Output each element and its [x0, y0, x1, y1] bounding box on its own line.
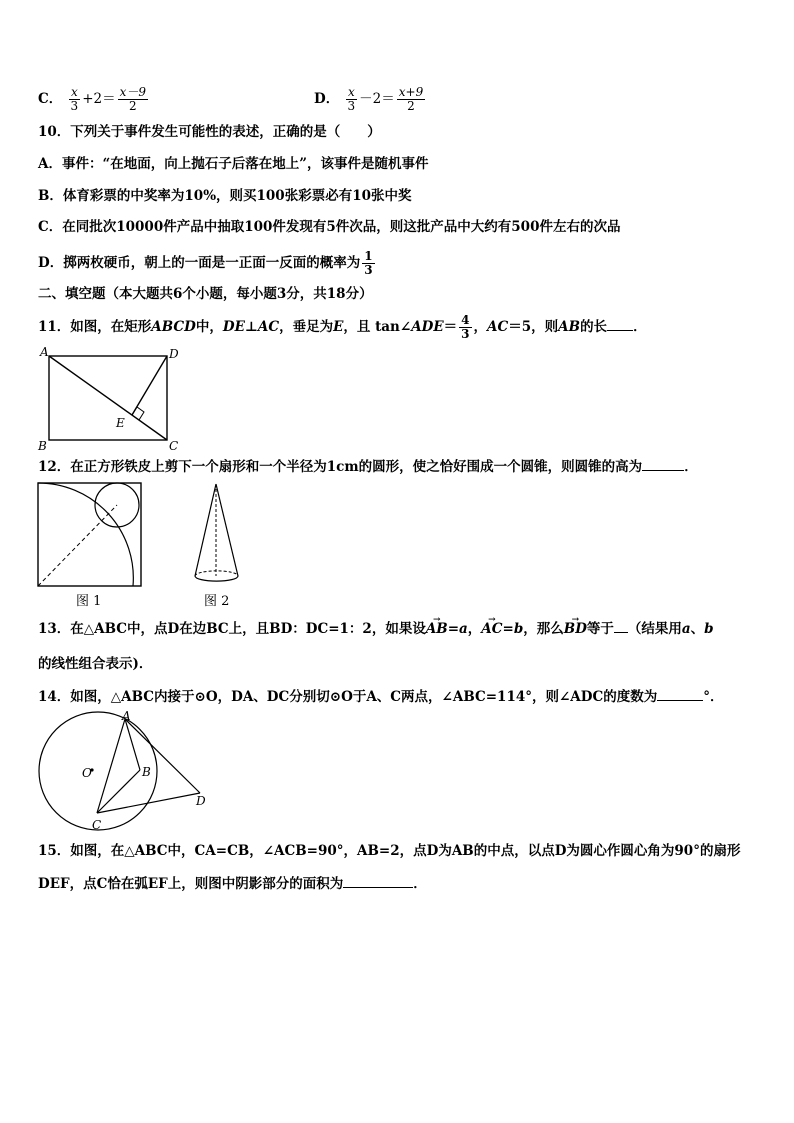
label-B: B	[38, 439, 47, 453]
square-sector-figure	[36, 481, 146, 587]
label-C: C	[169, 439, 179, 453]
fraction: $\frac{x}{3}$	[347, 85, 356, 113]
option-10d: D．掷两枚硬币，朝上的一面是一正面一反面的概率为 $\frac{1}{3}$	[38, 249, 373, 277]
answer-blank[interactable]	[607, 316, 633, 331]
rectangle-figure	[36, 344, 196, 454]
fraction: $\frac{x+9}{2}$	[398, 85, 424, 113]
label-C: C	[92, 818, 102, 831]
label-O: O	[82, 766, 92, 780]
question-12: 12．在正方形铁皮上剪下一个扇形和一个半径为1cm的圆形，使之恰好围成一个圆锥，则圆锥的高为 ．	[38, 456, 698, 477]
question-13-line2: 的线性组合表示)．	[38, 656, 153, 672]
label-B: B	[142, 765, 151, 779]
answer-blank[interactable]	[657, 686, 703, 701]
fraction: $\frac{4}{3}$	[461, 313, 470, 341]
option-10c: C．在同批次10000件产品中抽取100件发现有5件次品，则这批产品中大约有500件左右的次品	[38, 219, 621, 235]
section-heading: 二、填空题（本大题共6个小题，每小题3分，共18分）	[38, 286, 373, 302]
answer-blank[interactable]	[614, 618, 628, 633]
option-9c: C． $\frac{x}{3}$ +2＝ $\frac{x-9}{2}$	[38, 85, 146, 113]
question-14: 14．如图，△ABC内接于⊙O，DA、DC分别切⊙O于A、C两点，∠ABC=114°，则∠ADC的度数为 °．	[38, 686, 723, 707]
label-A: A	[40, 345, 49, 359]
option-10b: B．体育彩票的中奖率为10%，则买100张彩票必有10张中奖	[38, 188, 412, 204]
label-D: D	[169, 347, 179, 361]
answer-blank[interactable]	[343, 873, 413, 888]
circle-tangent-figure	[34, 709, 224, 831]
fraction: $\frac{x-9}{2}$	[119, 85, 146, 113]
option-label: C．	[38, 91, 63, 107]
question-10-stem: 10．下列关于事件发生可能性的表述，正确的是（ ）	[38, 124, 381, 140]
option-10a: A．事件：“在地面，向上抛石子后落在地上”，该事件是随机事件	[38, 156, 429, 172]
fraction: $\frac{x}{3}$	[70, 85, 79, 113]
label-D: D	[196, 794, 206, 808]
figure-2-caption: 图 2	[204, 594, 230, 609]
question-13: 13．在△ABC中，点D在边BC上，且BD：DC=1：2，如果设→ AB=a，→ AC=b，那么→ BD等于 （结果用a、b	[38, 618, 714, 639]
question-15-line1: 15．如图，在△ABC中，CA=CB，∠ACB=90°，AB=2，点D为AB的中点，以点D为圆心作圆心角为90°的扇形	[38, 843, 741, 859]
question-11: 11．如图，在矩形ABCD中，DE⊥AC，垂足为E，且 tan∠ADE＝ $\frac{4}{3}$ ，AC＝5，则AB的长 ．	[38, 313, 647, 341]
fraction: $\frac{1}{3}$	[364, 249, 373, 277]
label-A: A	[122, 709, 131, 723]
option-label: D．	[314, 91, 340, 107]
label-E: E	[116, 416, 125, 430]
cone-figure	[188, 481, 248, 587]
figure-1-caption: 图 1	[76, 594, 102, 609]
answer-blank[interactable]	[642, 456, 684, 471]
question-15-line2: DEF，点C恰在弧EF上，则图中阴影部分的面积为 ．	[38, 873, 427, 894]
option-9d: D． $\frac{x}{3}$ －2＝ $\frac{x+9}{2}$	[314, 85, 424, 113]
